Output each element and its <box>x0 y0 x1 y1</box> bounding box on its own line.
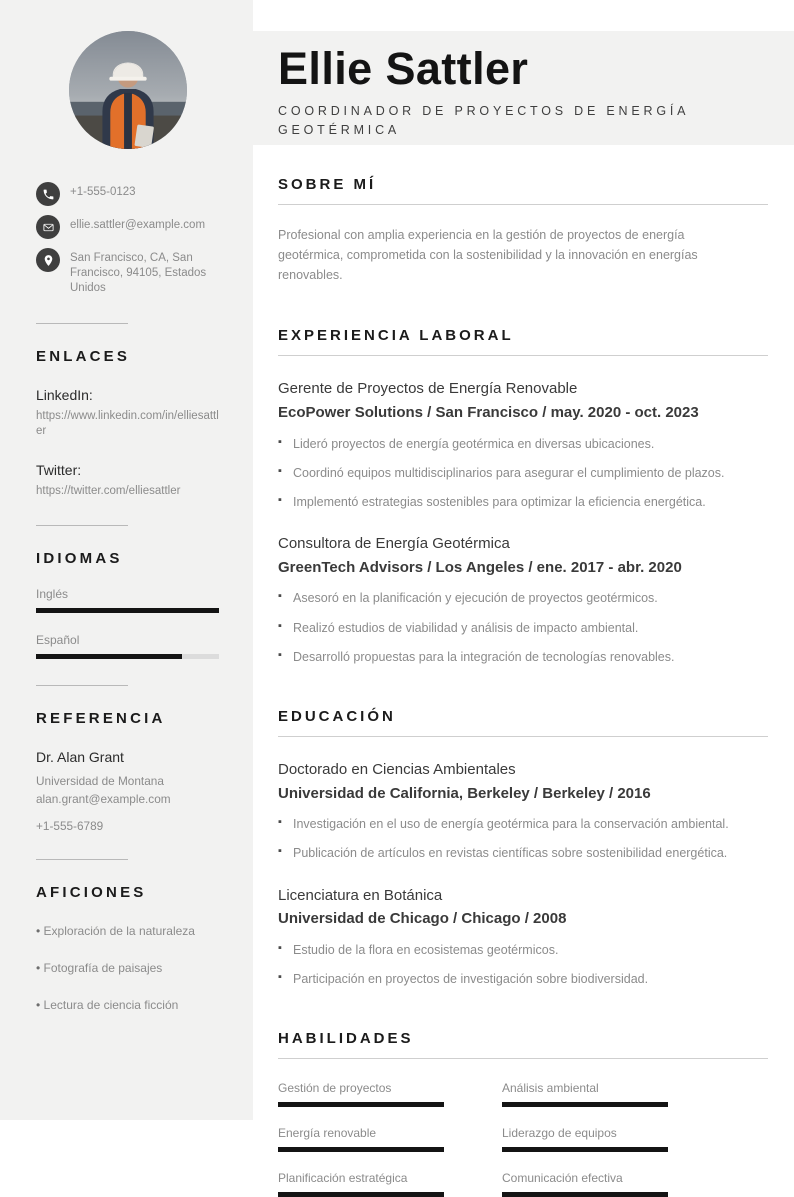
person-name: Ellie Sattler <box>278 43 529 94</box>
language-name: Español <box>36 633 80 648</box>
experience-heading: EXPERIENCIA LABORAL <box>278 327 768 356</box>
experience-section <box>278 327 768 666</box>
language-level-bar <box>36 654 219 659</box>
education-entry <box>278 759 768 863</box>
contact-email <box>36 214 219 239</box>
skills-section <box>278 1030 768 1197</box>
experience-bullet: ▪ Implementó estrategias sostenibles para optimizar la eficiencia energética. <box>278 493 768 511</box>
education-bullet: ▪ Publicación de artículos en revistas científicas sobre sostenibilidad energética. <box>278 844 768 862</box>
skill-level-bar <box>278 1147 444 1152</box>
sidebar-divider <box>36 525 128 526</box>
links-heading: ENLACES <box>36 347 131 365</box>
sidebar-divider <box>36 685 128 686</box>
skill-level-fill <box>502 1147 668 1152</box>
profile-photo <box>69 31 187 149</box>
about-heading: SOBRE MÍ <box>278 176 768 205</box>
languages-heading: IDIOMAS <box>36 550 123 568</box>
hobbies-section <box>36 884 219 1015</box>
language-item <box>36 587 219 613</box>
skill-level-fill <box>278 1102 444 1107</box>
email-icon <box>36 215 60 239</box>
skill-name: Liderazgo de equipos <box>502 1126 617 1141</box>
hobbies-heading: AFICIONES <box>36 883 147 901</box>
reference-details <box>36 772 219 809</box>
skill-name: Comunicación efectiva <box>502 1171 623 1186</box>
experience-entry <box>278 533 768 666</box>
contact-phone <box>36 181 219 206</box>
experience-bullet: ▪ Realizó estudios de viabilidad y análisis de impacto ambiental. <box>278 619 768 637</box>
sidebar-divider <box>36 323 128 324</box>
job-title: COORDINADOR DE PROYECTOS DE ENERGÍA GEOTÉRMICA <box>278 103 689 138</box>
main-column <box>253 0 794 1186</box>
education-heading: EDUCACIÓN <box>278 708 768 737</box>
skill-item <box>502 1171 668 1197</box>
education-school-dates: Universidad de California, Berkeley / Berkeley / 2016 <box>278 784 651 802</box>
experience-position: Gerente de Proyectos de Energía Renovable <box>278 380 578 397</box>
contact-list <box>36 181 219 297</box>
experience-bullet: ▪ Lideró proyectos de energía geotérmica en diversas ubicaciones. <box>278 435 768 453</box>
language-level-fill <box>36 608 219 613</box>
phone-number: +1-555-0123 <box>70 186 136 198</box>
email-address[interactable]: ellie.sattler@example.com <box>70 219 206 231</box>
experience-position: Consultora de Energía Geotérmica <box>278 534 510 552</box>
skill-item <box>278 1171 444 1197</box>
education-bullet: ▪ Investigación en el uso de energía geotérmica para la conservación ambiental. <box>278 815 768 833</box>
reference-name: Dr. Alan Grant <box>36 749 124 766</box>
header-band <box>253 31 794 145</box>
skill-name: Análisis ambiental <box>502 1081 599 1096</box>
experience-bullet: ▪ Desarrolló propuestas para la integración de tecnologías renovables. <box>278 648 768 666</box>
experience-company-dates: GreenTech Advisors / Los Angeles / ene. 2017 - abr. 2020 <box>278 558 682 576</box>
experience-company-dates: EcoPower Solutions / San Francisco / may. 2020 - oct. 2023 <box>278 403 699 421</box>
about-section <box>278 176 768 285</box>
languages-section <box>36 550 219 659</box>
reference-email[interactable]: alan.grant@example.com <box>36 792 171 807</box>
skill-level-bar <box>502 1102 668 1107</box>
language-level-bar <box>36 608 219 613</box>
hobby-item: • Fotografía de paisajes <box>36 960 219 977</box>
profile-photo-illustration <box>69 31 187 149</box>
phone-icon <box>36 182 60 206</box>
education-bullet: ▪ Participación en proyectos de investigación sobre biodiversidad. <box>278 970 768 988</box>
reference-heading: REFERENCIA <box>36 710 166 728</box>
language-item <box>36 633 219 659</box>
education-entry <box>278 885 768 989</box>
education-section <box>278 708 768 989</box>
location-address: San Francisco, CA, San Francisco, 94105, Estados Unidos <box>70 252 207 295</box>
reference-section <box>36 710 219 833</box>
skill-name: Planificación estratégica <box>278 1171 408 1186</box>
experience-bullet: ▪ Coordinó equipos multidisciplinarios para asegurar el cumplimiento de plazos. <box>278 464 768 482</box>
skill-item <box>502 1081 668 1107</box>
skill-level-bar <box>502 1147 668 1152</box>
skill-level-bar <box>278 1192 444 1197</box>
skill-item <box>278 1126 444 1152</box>
sidebar-divider <box>36 859 128 860</box>
education-degree: Doctorado en Ciencias Ambientales <box>278 760 516 778</box>
links-section <box>36 348 219 500</box>
twitter-label: Twitter: <box>36 461 82 478</box>
skill-name: Energía renovable <box>278 1126 377 1141</box>
skill-level-fill <box>278 1192 444 1197</box>
education-school-dates: Universidad de Chicago / Chicago / 2008 <box>278 910 567 928</box>
education-degree: Licenciatura en Botánica <box>278 886 443 904</box>
linkedin-label: LinkedIn: <box>36 386 93 403</box>
about-text: Profesional con amplia experiencia en la gestión de proyectos de energía geotérmica, comprometida con la sostenibilidad y la innovación en energías renovables. <box>278 228 698 282</box>
contact-location <box>36 247 219 297</box>
linkedin-link[interactable]: https://www.linkedin.com/in/elliesattler <box>36 409 219 438</box>
skill-level-fill <box>278 1147 444 1152</box>
skill-name: Gestión de proyectos <box>278 1081 392 1096</box>
hobby-item: • Exploración de la naturaleza <box>36 923 219 940</box>
language-level-fill <box>36 654 182 659</box>
experience-entry <box>278 378 768 511</box>
skills-heading: HABILIDADES <box>278 1030 768 1059</box>
experience-bullet: ▪ Asesoró en la planificación y ejecución de proyectos geotérmicos. <box>278 589 768 607</box>
main-content <box>253 176 794 1197</box>
twitter-link[interactable]: https://twitter.com/elliesattler <box>36 484 181 497</box>
skill-level-fill <box>502 1102 668 1107</box>
reference-organization: Universidad de Montana <box>36 774 164 789</box>
skill-level-fill <box>502 1192 668 1197</box>
skill-level-bar <box>502 1192 668 1197</box>
skill-item <box>278 1081 444 1107</box>
skills-grid <box>278 1081 768 1197</box>
location-icon <box>36 248 60 272</box>
language-name: Inglés <box>36 587 69 602</box>
education-bullet: ▪ Estudio de la flora en ecosistemas geotérmicos. <box>278 941 768 959</box>
hobby-item: • Lectura de ciencia ficción <box>36 997 219 1014</box>
skill-level-bar <box>278 1102 444 1107</box>
skill-item <box>502 1126 668 1152</box>
reference-phone: +1-555-6789 <box>36 818 104 833</box>
sidebar <box>0 0 253 1120</box>
